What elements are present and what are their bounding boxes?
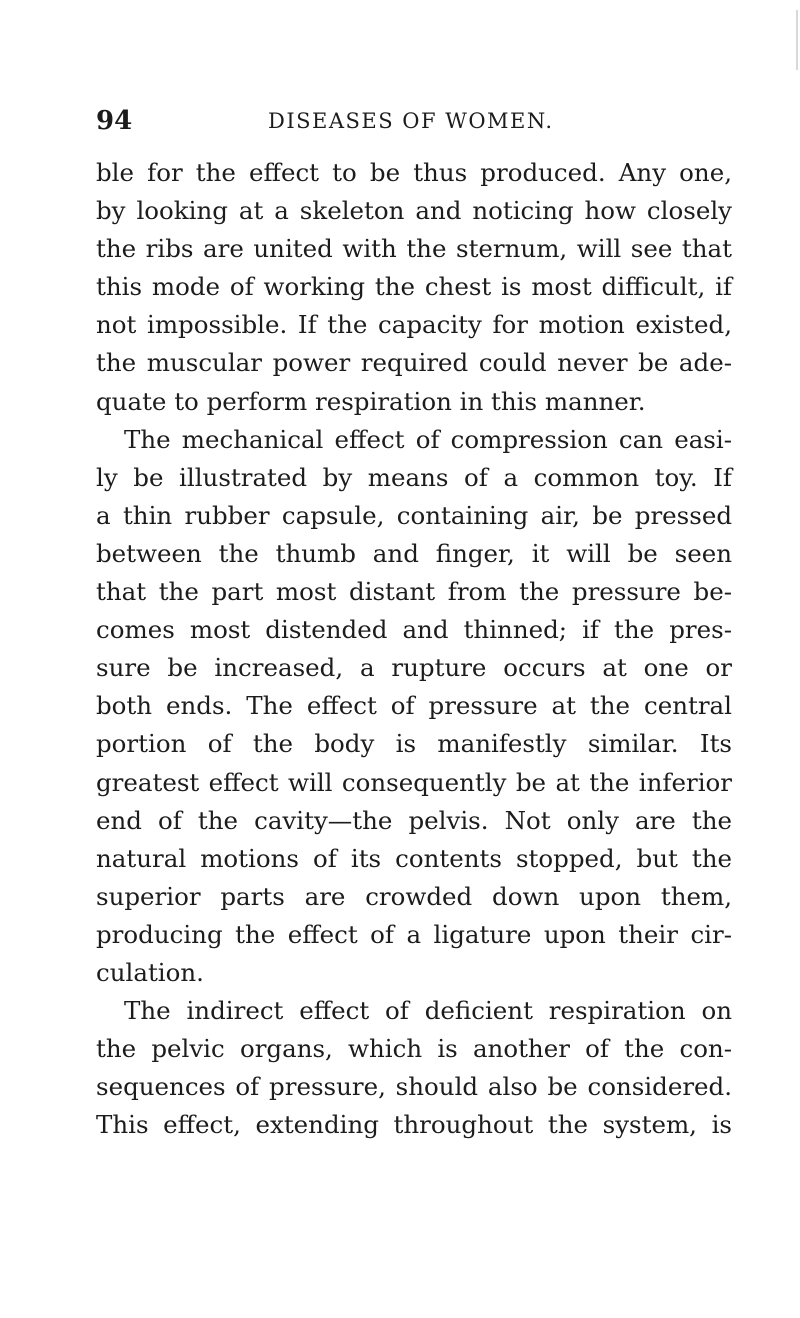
- paragraph-end-line: culation.: [96, 957, 204, 987]
- text-line: greatest effect will consequently be at the inferior: [96, 767, 732, 797]
- text-line: natural motions of its contents stopped, but the: [96, 843, 732, 873]
- text-line: ly be illustrated by means of a common toy. If: [96, 462, 732, 492]
- running-title: DISEASES OF WOMEN.: [268, 109, 554, 133]
- text-line: by looking at a skeleton and noticing how closely: [96, 196, 732, 226]
- body-text: [96, 154, 732, 1144]
- text-line: sure be increased, a rupture occurs at one or: [96, 653, 732, 683]
- text-line: superior parts are crowded down upon them,: [96, 881, 732, 911]
- text-line: end of the cavity—the pelvis. Not only are the: [96, 805, 732, 835]
- text-line: not impossible. If the capacity for motion existed,: [96, 310, 732, 340]
- text-line: this mode of working the chest is most difficult, if: [96, 272, 732, 302]
- text-line: the muscular power required could never be ade-: [96, 348, 732, 378]
- paragraph-start-line: The indirect effect of deficient respiration on: [124, 996, 732, 1026]
- text-line: ble for the effect to be thus produced. Any one,: [96, 158, 732, 187]
- text-line: This effect, extending throughout the system, is: [96, 1110, 732, 1140]
- paragraph-start-line: The mechanical effect of compression can easi-: [124, 424, 732, 454]
- text-line: the pelvic organs, which is another of the con-: [96, 1034, 732, 1064]
- page-number: 94: [96, 106, 133, 136]
- text-line: portion of the body is manifestly similar. Its: [96, 729, 732, 759]
- paragraph-end-line: quate to perform respiration in this manner.: [96, 386, 646, 416]
- text-line: comes most distended and thinned; if the pres-: [96, 615, 732, 645]
- text-line: both ends. The effect of pressure at the central: [96, 691, 732, 721]
- running-head: [96, 103, 716, 139]
- text-line: a thin rubber capsule, containing air, be pressed: [96, 500, 732, 530]
- text-line: that the part most distant from the pressure be-: [96, 577, 732, 607]
- text-line: between the thumb and finger, it will be seen: [96, 538, 732, 568]
- scan-edge-mark: [796, 10, 798, 70]
- text-line: the ribs are united with the sternum, will see that: [96, 234, 732, 264]
- text-line: producing the effect of a ligature upon their cir-: [96, 919, 732, 949]
- text-line: sequences of pressure, should also be considered.: [96, 1072, 732, 1102]
